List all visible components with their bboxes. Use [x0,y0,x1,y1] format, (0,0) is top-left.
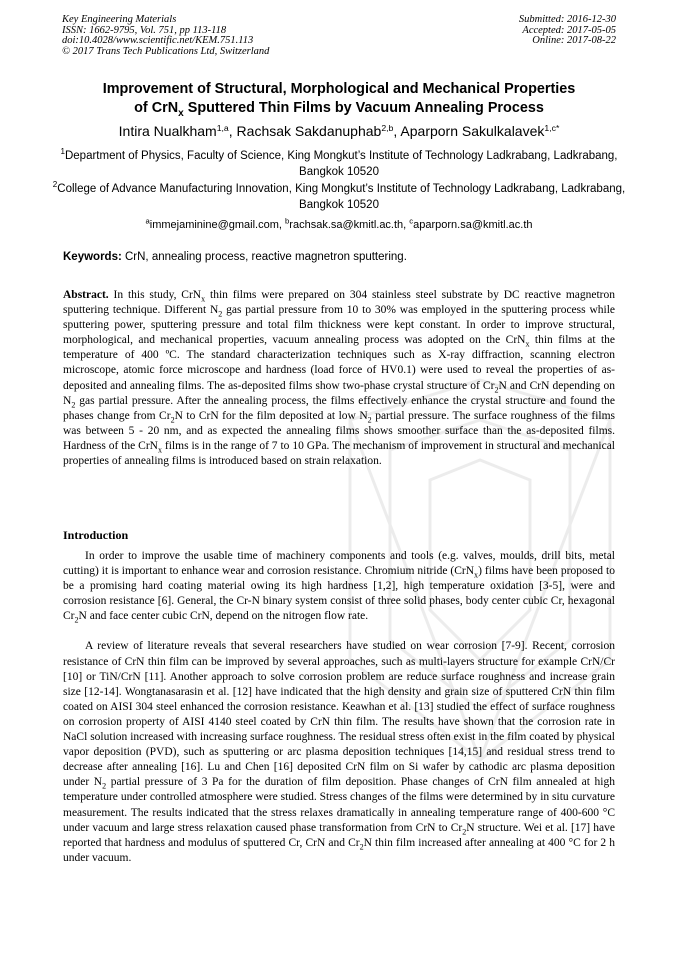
email-link[interactable]: aparporn.sa@kmitl.ac.th [413,219,533,231]
text-run: N structure. Wei et al. [17] have reported that hardness and modulus of sputtered Cr, CrN and Cr [63,821,615,849]
subscript: 2 [367,415,372,425]
email-link[interactable]: rachsak.sa@kmitl.ac.th, [289,219,410,231]
abstract-label: Abstract. [63,289,109,301]
subscript: x [474,570,479,580]
date-accepted: Accepted: 2017-05-05 [522,24,616,36]
text-run: thin films at the temperature of 400 ºC. The standard characterization techniques such as X-ray diffraction, scanning electron microscope, atomic force microscope and hardness (load force of HV0.1) were used to reveal the properties of as-deposited and annealing films. The as-deposited films show two-phase crystal structure of Cr [63,334,615,392]
keywords-text: CrN, annealing process, reactive magnetron sputtering. [121,251,407,263]
author-affil-mark: 1,a [216,122,229,133]
author-separator: , [393,123,401,139]
date-online: Online: 2017-08-22 [532,35,616,46]
subscript: x [201,294,206,304]
text-run: In this study, CrN [108,289,202,301]
author-affil-mark: 2,b [381,122,394,133]
journal-copyright: © 2017 Trans Tech Publications Ltd, Switzerland [62,45,270,57]
text-run: ) films have been proposed to be a promising hard coating material owing its high hardness [1,2], high temperature oxidation [3-5], were and corrosion resistance [6]. General, the Cr-N binary system consist of three solid phases, body center cubic Cr, hexagonal Cr [63,565,615,623]
text-run: films is in the range of 7 to 10 GPa. The mechanism of improvement in structural and mechanical properties of annealing films is introduced based on strain relaxation. [63,439,615,468]
text-run: partial pressure. The surface roughness of the films was between 5 - 20 nm, and as expected the annealing films shows smoother surface than the as-deposited films. Hardness of the CrN [63,409,616,452]
title-line-2 [40,99,638,118]
text-run: thin films were prepared on 304 stainless steel substrate by DC reactive magnetron sputtering technique. Different N [63,289,615,317]
author-separator: , [228,123,237,139]
text-run: gas partial pressure. After the annealing process, the films effectively enhance the crystal structure and found the phases change from Cr [63,394,615,422]
subscript: x [525,339,530,349]
affiliation-2 [50,181,628,213]
affiliation-number: 2 [52,180,58,190]
text-run: N to CrN for the film deposited at low N [174,409,368,422]
email-mark: c [409,216,414,226]
author-name: Aparporn Sakulkalavek [400,123,545,139]
affiliation-text: Department of Physics, Faculty of Science, King Mongkut’s Institute of Technology Ladkrabang, Ladkrabang, Bangkok 10520 [64,150,618,178]
text-run: partial pressure of 3 Pa for the duration of film deposition. Phase changes of CrN film annealed at high temperature under controlled atmosphere were studied. Stress changes of the films were determined by in situ curvature measurement. The results indicated that the stress relaxes dramatically in annealing temperature range of 400-600 °C under vacuum and large stress relaxation caused phase transformation from CrN to Cr [63,776,615,834]
intro-paragraph-1 [63,549,615,624]
author-list [40,122,638,140]
text-run: A review of literature reveals that several researchers have studied on wear corrosion [7-9]. Recent, corrosion resistance of CrN thin film can be improved by several approaches, such as multi-layers structure for example CrN/Cr [10] or TiN/CrN [11]. Another approach to solve corrosion problem are reduce surface roughness and increase grain size [12-14]. Wongtanasarasin et al. [12] have indicated that the high density and grain size of sputtered CrN thin film coated on AISI 304 steel enhanced the corrosion resistance. Keawhan et al. [13] studied the effect of surface roughness on corrosion property of AISI 4140 steel coated by CrN thin film. The results have shown that the corrosion rate in NaCl solution increased with increasing surface roughness. The residual stress often exist in the film coated by physical vapor deposition (PVD), such as sputtering or arc plasma deposition techniques [14,15] and residual stress trend to decrease after annealing [16]. Lu and Chen [16] deposited CrN film on Si wafer by cathodic arc plasma deposition under N [63,640,615,789]
email-link[interactable]: immejaminine@gmail.com, [149,219,286,231]
author-emails [40,218,638,232]
text-run: N thin film increased after annealing at 400 °C for 2 h under vacuum. [63,836,615,864]
affiliation-text: College of Advance Manufacturing Innovation, King Mongkut’s Institute of Technology Ladkrabang, Ladkrabang, Bangkok 10520 [57,183,626,211]
subscript: 2 [359,841,364,851]
text-run: gas partial pressure from 10 to 30% was employed in the sputtering process while sputtering power, sputtering pressure and total film thickness were kept constant. In order to improve structural, morphological, and mechanical properties, vacuum annealing process was adopted on the CrN [63,304,615,347]
abstract-paragraph [63,288,615,469]
title-part: of CrN [134,100,179,116]
subscript: 2 [494,384,499,394]
section-heading-introduction: Introduction [63,528,129,542]
publication-dates [519,15,616,47]
subscript: 2 [170,415,175,425]
journal-issn: ISSN: 1662-9795, Vol. 751, pp 113-118 [62,24,227,36]
title-subscript: x [178,107,184,119]
intro-paragraph-2 [63,639,615,865]
subscript: 2 [218,309,223,319]
subscript: 2 [102,781,107,791]
date-submitted: Submitted: 2016-12-30 [518,14,616,25]
author-name: Rachsak Sakdanuphab [236,123,382,139]
journal-doi: doi:10.4028/www.scientific.net/KEM.751.113 [62,35,254,46]
keywords [63,250,615,265]
author-name: Intira Nualkham [118,123,217,139]
email-mark: a [145,216,150,226]
title-line-1: Improvement of Structural, Morphological and Mechanical Properties [102,81,576,97]
text-run: N and face center cubic CrN, depend on the nitrogen flow rate. [78,610,369,623]
keywords-label: Keywords: [63,251,122,263]
subscript: 2 [74,615,79,625]
text-run: In order to improve the usable time of machinery components and tools (e.g. valves, moulds, drill bits, metal cutting) it is important to enhance wear and corrosion resistance. Chromium nitride (CrN [63,550,615,578]
text-run: N and CrN depending on N [63,379,615,407]
subscript: 2 [71,399,76,409]
introduction-body [63,549,615,866]
title-part: Sputtered Thin Films by Vacuum Annealing Process [183,100,544,116]
paper-title [40,80,638,118]
author-affil-mark: 1,c* [544,122,560,133]
affiliation-number: 1 [60,147,65,157]
subscript: x [157,445,162,455]
subscript: 2 [462,826,467,836]
email-mark: b [285,216,290,226]
journal-info [62,15,269,57]
abstract [63,288,615,469]
journal-name: Key Engineering Materials [62,14,177,25]
affiliation-1 [50,148,628,180]
